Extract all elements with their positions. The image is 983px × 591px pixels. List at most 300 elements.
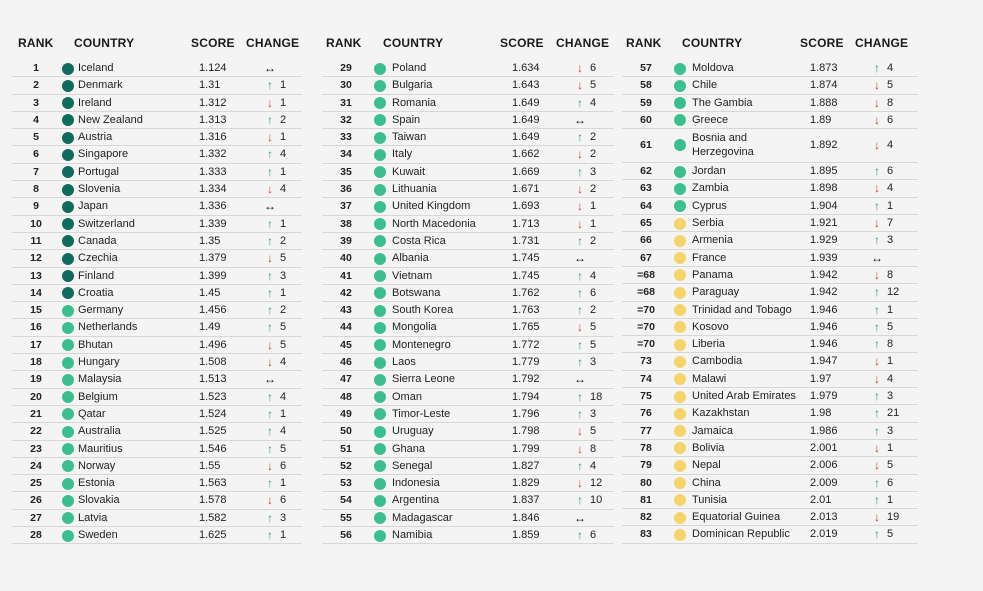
- country-cell: Timor-Leste: [392, 407, 451, 420]
- arrow-up-icon: ↑: [577, 130, 583, 145]
- region-dot: [374, 63, 386, 75]
- country-cell: Latvia: [78, 511, 108, 524]
- change-cell: 1: [280, 79, 287, 92]
- score-cell: 1.563: [199, 477, 227, 490]
- score-cell: 1.713: [512, 217, 540, 230]
- change-cell: 4: [887, 372, 894, 385]
- region-dot: [674, 200, 686, 212]
- change-cell: 7: [887, 217, 894, 230]
- region-dot: [674, 321, 686, 333]
- country-cell: United Arab Emirates: [692, 390, 796, 403]
- rank-cell: 3: [33, 96, 39, 109]
- country-cell: Montenegro: [392, 338, 451, 351]
- score-cell: 2.009: [810, 476, 838, 489]
- score-cell: 1.334: [199, 183, 227, 196]
- arrow-down-icon: ↓: [874, 95, 880, 110]
- score-cell: 1.312: [199, 96, 227, 109]
- score-cell: 1.31: [199, 79, 221, 92]
- table-row: [322, 510, 614, 527]
- country-cell: Norway: [78, 459, 116, 472]
- score-cell: 1.898: [810, 182, 838, 195]
- arrow-down-icon: ↓: [577, 61, 583, 75]
- arrow-down-icon: ↓: [267, 355, 273, 370]
- region-dot: [62, 149, 74, 161]
- table-row: [12, 268, 302, 285]
- score-cell: 1.339: [199, 217, 227, 230]
- region-dot: [674, 356, 686, 368]
- arrow-down-icon: ↓: [874, 354, 880, 369]
- change-cell: 1: [280, 131, 287, 144]
- country-cell: Namibia: [392, 529, 433, 542]
- rank-cell: 60: [640, 113, 652, 126]
- rank-cell: 50: [340, 425, 352, 438]
- change-cell: 4: [280, 356, 287, 369]
- score-cell: 1.745: [512, 252, 540, 265]
- region-dot: [674, 166, 686, 178]
- rank-cell: 47: [340, 373, 352, 386]
- change-cell: 1: [887, 199, 894, 212]
- arrow-up-icon: ↑: [874, 389, 880, 404]
- arrow-up-icon: ↑: [267, 510, 273, 525]
- rank-cell: 28: [30, 529, 42, 542]
- change-cell: 10: [590, 494, 603, 507]
- country-cell: Bolivia: [692, 441, 725, 454]
- region-dot: [62, 287, 74, 299]
- change-cell: 5: [590, 425, 597, 438]
- region-dot: [62, 530, 74, 542]
- rank-cell: 81: [640, 493, 652, 506]
- region-dot: [674, 408, 686, 420]
- table-row: [322, 60, 614, 77]
- change-cell: 2: [280, 304, 287, 317]
- region-dot: [374, 132, 386, 144]
- arrow-up-icon: ↑: [874, 423, 880, 438]
- ranking-column-2: [322, 36, 614, 544]
- country-cell: Oman: [392, 390, 422, 403]
- arrow-up-icon: ↑: [577, 268, 583, 283]
- country-cell: Malaysia: [78, 373, 122, 386]
- region-dot: [374, 97, 386, 109]
- rank-cell: 73: [640, 355, 652, 368]
- country-header: COUNTRY: [383, 36, 444, 50]
- score-cell: 2.006: [810, 459, 838, 472]
- score-cell: 1.546: [199, 442, 227, 455]
- rank-cell: 61: [640, 139, 652, 152]
- arrow-up-icon: ↑: [267, 233, 273, 248]
- change-cell: 5: [590, 338, 597, 351]
- rank-cell: 45: [340, 338, 352, 351]
- region-dot: [62, 63, 74, 75]
- table-row: [322, 354, 614, 371]
- score-cell: 1.829: [512, 477, 540, 490]
- table-row: [322, 181, 614, 198]
- arrow-down-icon: ↓: [577, 78, 583, 93]
- rank-cell: 26: [30, 494, 42, 507]
- rank-cell: 15: [30, 304, 42, 317]
- table-row: [622, 353, 918, 370]
- arrow-up-icon: ↑: [577, 233, 583, 248]
- table-row: [622, 388, 918, 405]
- rank-cell: 22: [30, 425, 42, 438]
- country-cell: Liberia: [692, 338, 726, 351]
- rank-cell: 14: [30, 286, 42, 299]
- score-cell: 1.669: [512, 165, 540, 178]
- table-row: [622, 267, 918, 284]
- arrow-down-icon: ↓: [874, 458, 880, 473]
- rank-cell: 40: [340, 252, 352, 265]
- country-cell: Kosovo: [692, 320, 729, 333]
- score-cell: 1.508: [199, 356, 227, 369]
- table-row: [12, 354, 302, 371]
- arrow-up-icon: ↑: [577, 285, 583, 300]
- change-cell: 1: [280, 407, 287, 420]
- region-dot: [374, 218, 386, 230]
- table-row: [322, 302, 614, 319]
- score-cell: 1.456: [199, 304, 227, 317]
- change-cell: 3: [887, 424, 894, 437]
- rank-cell: 30: [340, 79, 352, 92]
- rows-list: [12, 60, 302, 544]
- change-cell: 4: [280, 425, 287, 438]
- table-row: [12, 302, 302, 319]
- rank-cell: 38: [340, 217, 352, 230]
- rank-cell: 78: [640, 441, 652, 454]
- arrow-down-icon: ↓: [267, 251, 273, 266]
- change-cell: 4: [590, 269, 597, 282]
- arrow-up-icon: ↑: [267, 320, 273, 335]
- change-cell: 4: [590, 96, 597, 109]
- table-row: [622, 112, 918, 129]
- region-dot: [62, 357, 74, 369]
- arrow-down-icon: ↓: [874, 112, 880, 127]
- rank-cell: 80: [640, 476, 652, 489]
- change-cell: 4: [887, 62, 894, 74]
- country-cell: Kazakhstan: [692, 407, 750, 420]
- country-cell: United Kingdom: [392, 200, 471, 213]
- score-cell: 1.582: [199, 511, 227, 524]
- country-cell: Senegal: [392, 459, 433, 472]
- arrow-up-icon: ↑: [874, 164, 880, 179]
- country-cell: Serbia: [692, 217, 724, 230]
- score-cell: 1.399: [199, 269, 227, 282]
- country-cell: Romania: [392, 96, 437, 109]
- region-dot: [374, 339, 386, 351]
- region-dot: [374, 114, 386, 126]
- score-cell: 1.859: [512, 529, 540, 542]
- rank-cell: 44: [340, 321, 352, 334]
- table-row: [12, 164, 302, 181]
- country-cell: Costa Rica: [392, 234, 446, 247]
- rank-cell: 13: [30, 269, 42, 282]
- region-dot: [674, 80, 686, 92]
- arrow-down-icon: ↓: [874, 267, 880, 282]
- table-row: [622, 95, 918, 112]
- score-cell: 1.763: [512, 304, 540, 317]
- arrow-down-icon: ↓: [874, 440, 880, 455]
- arrow-up-icon: ↑: [577, 95, 583, 110]
- score-cell: 1.625: [199, 529, 227, 542]
- change-cell: 5: [887, 320, 894, 333]
- table-row: [322, 129, 614, 146]
- ranking-column-3: [622, 36, 918, 544]
- table-row: [622, 475, 918, 492]
- rank-cell: 35: [340, 165, 352, 178]
- change-cell: 6: [590, 529, 597, 542]
- country-cell: Portugal: [78, 165, 119, 178]
- change-cell: 2: [590, 183, 597, 196]
- rank-cell: 37: [340, 200, 352, 213]
- region-dot: [674, 269, 686, 281]
- score-cell: 1.649: [512, 96, 540, 109]
- change-cell: 1: [280, 165, 287, 178]
- table-row: [12, 406, 302, 423]
- region-dot: [374, 408, 386, 420]
- region-dot: [62, 460, 74, 472]
- region-dot: [62, 374, 74, 386]
- country-cell: Moldova: [692, 62, 734, 74]
- score-cell: 1.55: [199, 459, 221, 472]
- score-cell: 1.49: [199, 321, 221, 334]
- region-dot: [374, 322, 386, 334]
- country-header: COUNTRY: [682, 36, 743, 50]
- table-row: [322, 250, 614, 267]
- region-dot: [374, 235, 386, 247]
- arrow-down-icon: ↓: [874, 216, 880, 231]
- change-cell: 6: [280, 494, 287, 507]
- rank-cell: 56: [340, 529, 352, 542]
- country-cell: Malawi: [692, 372, 727, 385]
- arrow-up-icon: ↑: [267, 406, 273, 421]
- country-cell: Qatar: [78, 407, 106, 420]
- score-cell: 1.316: [199, 131, 227, 144]
- region-dot: [674, 218, 686, 230]
- table-row: [322, 95, 614, 112]
- region-dot: [374, 460, 386, 472]
- change-cell: 3: [280, 511, 287, 524]
- rank-cell: 34: [340, 148, 352, 161]
- table-row: [12, 216, 302, 233]
- rank-cell: 51: [340, 442, 352, 455]
- table-row: [322, 423, 614, 440]
- table-row: [12, 441, 302, 458]
- rank-cell: 75: [640, 390, 652, 403]
- change-cell: 2: [590, 148, 597, 161]
- rank-cell: 62: [640, 165, 652, 178]
- country-cell: Ireland: [78, 96, 112, 109]
- score-cell: 1.798: [512, 425, 540, 438]
- rank-cell: 53: [340, 477, 352, 490]
- country-cell: Indonesia: [392, 477, 440, 490]
- table-row: [322, 389, 614, 406]
- score-cell: 1.986: [810, 424, 838, 437]
- region-dot: [374, 374, 386, 386]
- table-row: [622, 336, 918, 353]
- change-cell: 3: [590, 407, 597, 420]
- region-dot: [674, 287, 686, 299]
- country-cell: Vietnam: [392, 269, 433, 282]
- table-row: [622, 302, 918, 319]
- region-dot: [674, 442, 686, 454]
- arrow-up-icon: ↑: [267, 147, 273, 162]
- score-cell: 1.745: [512, 269, 540, 282]
- score-cell: 1.332: [199, 148, 227, 161]
- score-cell: 1.888: [810, 96, 838, 109]
- change-cell: 1: [280, 286, 287, 299]
- region-dot: [62, 322, 74, 334]
- table-row: [622, 423, 918, 440]
- region-dot: [374, 530, 386, 542]
- region-dot: [374, 443, 386, 455]
- rank-cell: 5: [33, 131, 39, 144]
- arrow-up-icon: ↑: [874, 302, 880, 317]
- column-header: [622, 36, 918, 50]
- rank-cell: 18: [30, 356, 42, 369]
- score-cell: 1.799: [512, 442, 540, 455]
- score-cell: 1.45: [199, 286, 221, 299]
- region-dot: [62, 97, 74, 109]
- arrow-up-icon: ↑: [267, 441, 273, 456]
- rank-cell: 23: [30, 442, 42, 455]
- score-cell: 1.892: [810, 139, 838, 152]
- rank-cell: 31: [340, 96, 352, 109]
- region-dot: [62, 132, 74, 144]
- rank-cell: 54: [340, 494, 352, 507]
- score-cell: 1.89: [810, 113, 832, 126]
- country-cell: Tunisia: [692, 493, 728, 506]
- arrow-up-icon: ↑: [577, 303, 583, 318]
- table-row: [12, 285, 302, 302]
- arrow-down-icon: ↓: [874, 371, 880, 386]
- score-cell: 1.634: [512, 62, 540, 74]
- table-row: [622, 180, 918, 197]
- region-dot: [62, 443, 74, 455]
- score-cell: 1.35: [199, 234, 221, 247]
- region-dot: [374, 478, 386, 490]
- arrow-both-icon: ↔: [574, 112, 586, 127]
- country-header: COUNTRY: [74, 36, 135, 50]
- region-dot: [62, 478, 74, 490]
- score-cell: 1.513: [199, 373, 227, 386]
- change-cell: 1: [280, 529, 287, 542]
- arrow-up-icon: ↑: [267, 268, 273, 283]
- arrow-down-icon: ↓: [267, 337, 273, 352]
- country-cell: Austria: [78, 131, 113, 144]
- score-cell: 1.124: [199, 62, 227, 74]
- arrow-up-icon: ↑: [267, 303, 273, 318]
- change-cell: 8: [590, 442, 597, 455]
- country-cell: Equatorial Guinea: [692, 511, 781, 524]
- table-row: [322, 475, 614, 492]
- country-cell: Slovakia: [78, 494, 120, 507]
- country-cell: France: [692, 251, 727, 264]
- table-row: [322, 337, 614, 354]
- arrow-both-icon: ↔: [574, 510, 586, 525]
- score-cell: 1.837: [512, 494, 540, 507]
- rank-cell: 11: [30, 234, 42, 247]
- rank-header: RANK: [626, 36, 662, 50]
- region-dot: [62, 512, 74, 524]
- region-dot: [62, 495, 74, 507]
- arrow-up-icon: ↑: [874, 492, 880, 507]
- arrow-up-icon: ↑: [577, 337, 583, 352]
- change-cell: 6: [887, 476, 894, 489]
- table-row: [322, 233, 614, 250]
- table-row: [12, 129, 302, 146]
- change-cell: 8: [887, 338, 894, 351]
- rank-cell: 17: [30, 338, 42, 351]
- score-cell: 1.693: [512, 200, 540, 213]
- rows-list: [622, 60, 918, 544]
- arrow-both-icon: ↔: [574, 372, 586, 387]
- table-row: [622, 250, 918, 267]
- table-row: [622, 509, 918, 526]
- change-cell: 1: [280, 96, 287, 109]
- rank-cell: 52: [340, 459, 352, 472]
- country-cell: Cyprus: [692, 199, 727, 212]
- change-cell: 5: [590, 79, 597, 92]
- rank-cell: 2: [33, 79, 39, 92]
- arrow-both-icon: ↔: [264, 61, 276, 75]
- arrow-down-icon: ↓: [577, 320, 583, 335]
- arrow-down-icon: ↓: [577, 441, 583, 456]
- score-cell: 1.873: [810, 62, 838, 74]
- rank-cell: 8: [33, 183, 39, 196]
- table-row: [622, 526, 918, 543]
- change-cell: 3: [590, 165, 597, 178]
- rank-cell: 48: [340, 390, 352, 403]
- region-dot: [674, 477, 686, 489]
- rank-cell: 33: [340, 131, 352, 144]
- change-cell: 4: [590, 459, 597, 472]
- score-cell: 1.313: [199, 113, 227, 126]
- change-cell: 6: [887, 113, 894, 126]
- table-row: [322, 285, 614, 302]
- region-dot: [62, 426, 74, 438]
- change-cell: 5: [887, 459, 894, 472]
- country-cell: Jordan: [692, 165, 726, 178]
- change-cell: 3: [887, 234, 894, 247]
- score-cell: 2.013: [810, 511, 838, 524]
- rank-cell: 49: [340, 407, 352, 420]
- score-cell: 2.01: [810, 493, 832, 506]
- region-dot: [674, 139, 686, 151]
- change-cell: 8: [887, 96, 894, 109]
- table-row: [622, 77, 918, 94]
- change-cell: 4: [887, 139, 894, 152]
- change-cell: 1: [887, 493, 894, 506]
- country-cell: South Korea: [392, 304, 454, 317]
- change-cell: 1: [887, 355, 894, 368]
- country-cell: Poland: [392, 62, 427, 74]
- score-cell: 1.827: [512, 459, 540, 472]
- arrow-up-icon: ↑: [577, 528, 583, 543]
- arrow-up-icon: ↑: [577, 355, 583, 370]
- table-row: [622, 60, 918, 77]
- country-cell: Iceland: [78, 62, 114, 74]
- change-cell: 12: [887, 286, 900, 299]
- arrow-down-icon: ↓: [874, 181, 880, 196]
- country-cell: Singapore: [78, 148, 129, 161]
- region-dot: [674, 373, 686, 385]
- arrow-both-icon: ↔: [871, 250, 883, 265]
- rank-cell: 25: [30, 477, 42, 490]
- country-cell: Taiwan: [392, 131, 427, 144]
- table-row: [322, 492, 614, 509]
- arrow-up-icon: ↑: [577, 164, 583, 179]
- arrow-up-icon: ↑: [874, 233, 880, 248]
- country-cell: Belgium: [78, 390, 118, 403]
- arrow-up-icon: ↑: [577, 458, 583, 473]
